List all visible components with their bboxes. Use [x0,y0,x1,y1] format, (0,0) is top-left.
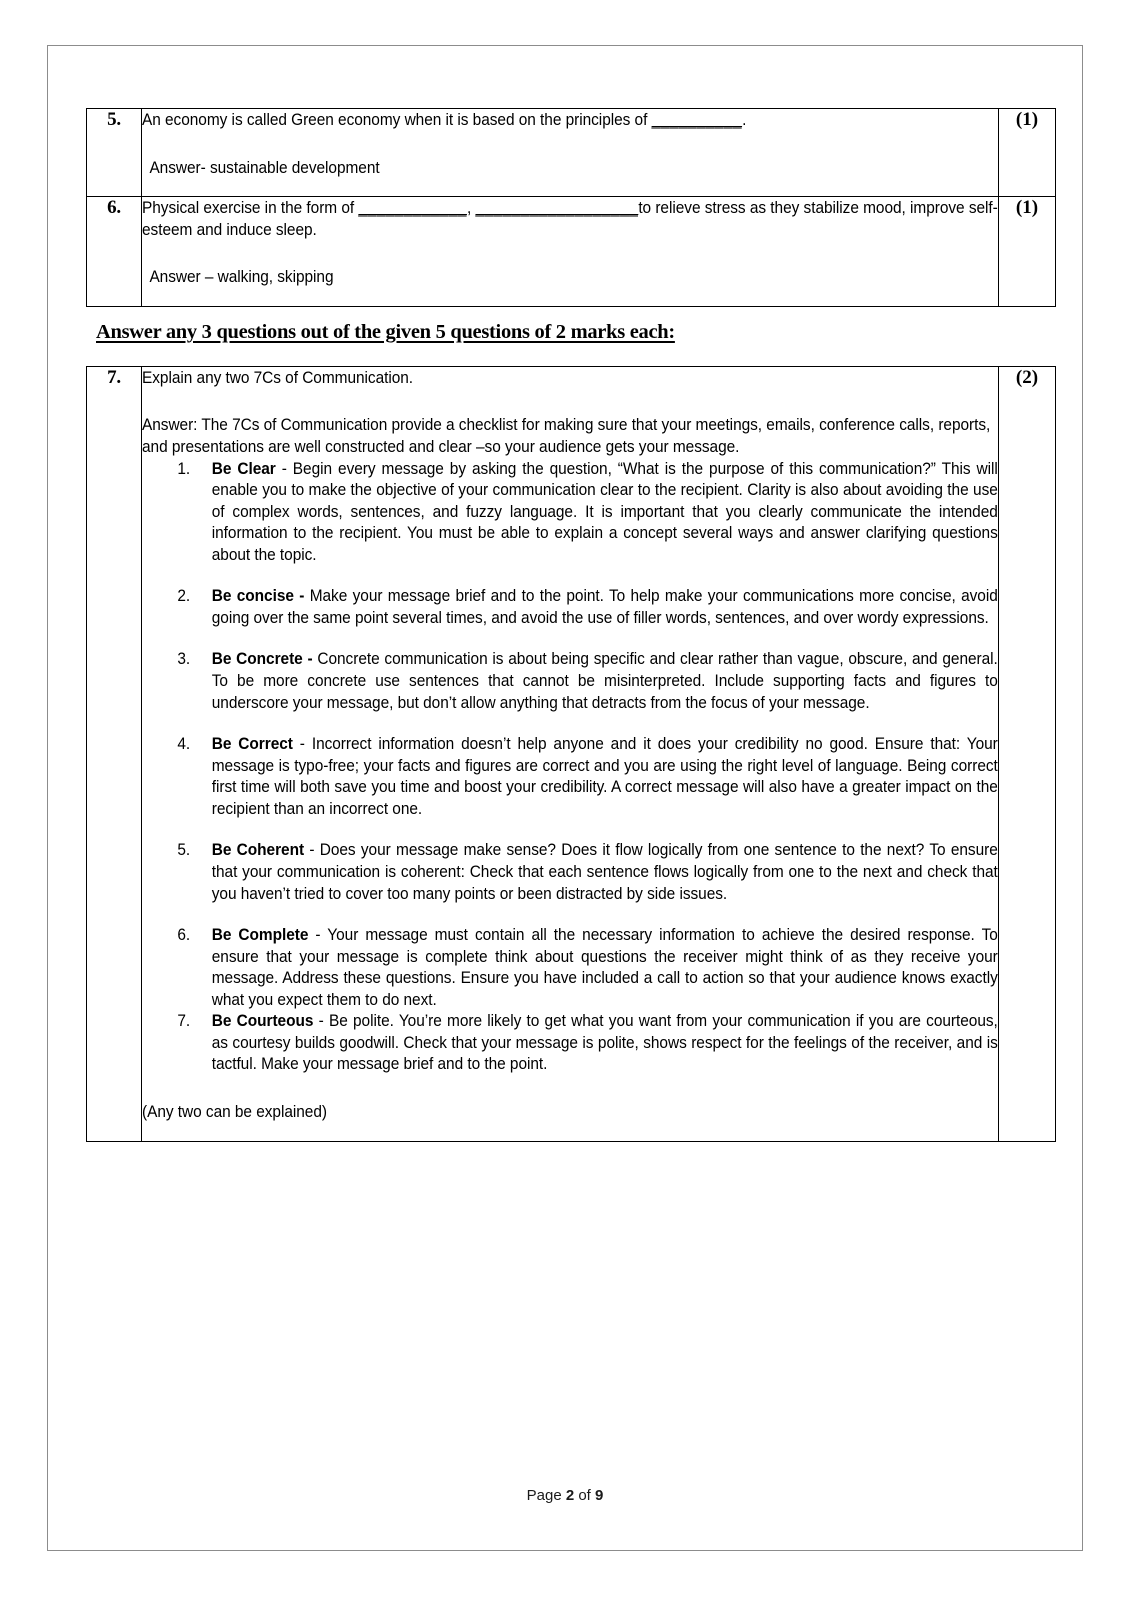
footer-page-number: 2 [565,1487,575,1504]
spacer [142,1123,998,1141]
page-content [86,108,1056,1142]
question-text-5 [142,109,998,131]
closing-note-7: (Any two can be explained) [142,1102,327,1121]
question-5-text-before-blank: An economy is called Green economy when it is based on the principles of [142,110,652,129]
table-row [87,197,1056,307]
answer-text-5: Answer- sustainable development [149,157,380,177]
spacer [142,178,998,196]
list-item [142,585,998,628]
list-item-term: Be Clear [211,458,276,478]
list-item [142,733,998,819]
section-heading: Answer any 3 questions out of the given 5 questions of 2 marks each: [96,320,675,343]
seven-cs-list [142,458,998,1076]
list-item [142,458,998,566]
question-6-text-part3: to relieve stress as they stabilize mood, improve self-esteem and induce sleep. [142,198,998,239]
question-body-5 [142,109,999,197]
question-number-7: 7. [87,366,142,1141]
marks-cell-6: (1) [999,197,1056,307]
question-5-blank: __________ [651,110,743,129]
list-item [142,1010,998,1075]
question-text-6 [142,197,998,240]
list-item-term: Be Concrete - [211,649,313,669]
list-item-term: Be Courteous [211,1011,314,1031]
questions-table-2-marks [86,366,1056,1142]
list-item [142,924,998,1010]
list-item-body: Concrete communication is about being specific and clear rather than vague, obscure, and general. To be more concrete use sentences that cannot be misinterpreted. Include supporting facts and figures to underscore your message, but don’t allow anything that detracts from the focus of your message. [211,649,998,712]
list-item-term: Be concise - [211,586,305,606]
footer-prefix: Page [526,1487,566,1504]
list-item-body: Make your message brief and to the point. To help make your communications more concise, avoid going over the same point several times, and avoid the use of filler words, sentences, and over wordy expressions. [211,586,998,627]
list-item-term: Be Correct [211,734,293,754]
answer-text-6: Answer – walking, skipping [149,267,334,287]
list-item-body: - Incorrect information doesn’t help anyone and it does your credibility no good. Ensure that: Your message is typo-free; your facts and figures are correct and you are using the right level of language. Being correct first time will both save you time and boost your credibility. A correct message will also have a greater impact on the recipient than an incorrect one. [211,734,998,818]
list-item-body: - Your message must contain all the necessary information to achieve the desired response. To ensure that your message is complete think about questions the receiver might think of as they receive your message. Address these questions. Ensure you have included a call to action so that your audience knows exactly what you expect them to do next. [211,925,998,1009]
question-number-6: 6. [87,197,142,307]
question-6-blank-2: __________________ [475,198,639,218]
list-item-body: - Does your message make sense? Does it flow logically from one sentence to the next? To ensure that your communication is coherent: Check that each sentence flows logically from one to the next and check that you haven’t tried to cover too many points or been distracted by side issues. [211,840,998,903]
list-item [142,648,998,713]
list-item-term: Be Coherent [211,840,305,860]
footer-middle: of [574,1487,596,1504]
list-item-term: Be Complete [211,925,309,945]
spacer [142,240,998,266]
question-5-text-after-blank: . [742,110,747,129]
footer-total-pages: 9 [595,1487,604,1504]
questions-table-1-mark [86,108,1056,307]
question-body-6 [142,197,999,307]
page-footer [48,1487,1082,1504]
spacer [142,288,998,306]
spacer [86,344,1056,366]
spacer [142,388,998,414]
spacer [142,1075,998,1101]
table-row [87,109,1056,197]
question-prompt-7: Explain any two 7Cs of Communication. [142,367,414,387]
list-item-body: - Be polite. You’re more likely to get what you want from your communication if you are courteous, as courtesy builds goodwill. Check that your message is polite, shows respect for the feelings of the receiver, and is tactful. Make your message brief and to the point. [211,1011,998,1074]
question-body-7 [142,366,999,1141]
table-row [87,366,1056,1141]
question-6-text-part2: , [466,198,476,218]
question-6-blank-1: ____________ [358,198,467,218]
list-item-body: - Begin every message by asking the question, “What is the purpose of this communication?” This will enable you to make the objective of your communication clear to the recipient. Clarity is also about avoiding the use of complex words, sentences, and fuzzy language. It is important that you clearly communicate the intended information to the recipient. You must be able to explain a concept several ways and answer clarifying questions about the topic. [211,458,998,564]
question-number-5: 5. [87,109,142,197]
spacer [142,131,998,157]
marks-cell-5: (1) [999,109,1056,197]
question-6-text-part1: Physical exercise in the form of [142,198,359,218]
list-item [142,839,998,904]
page-sheet [47,45,1083,1551]
answer-intro-7: Answer: The 7Cs of Communication provide a checklist for making sure that your meetings, emails, conference calls, reports, and presentations are well constructed and clear –so your audience gets your message. [142,415,991,456]
marks-cell-7: (2) [999,366,1056,1141]
